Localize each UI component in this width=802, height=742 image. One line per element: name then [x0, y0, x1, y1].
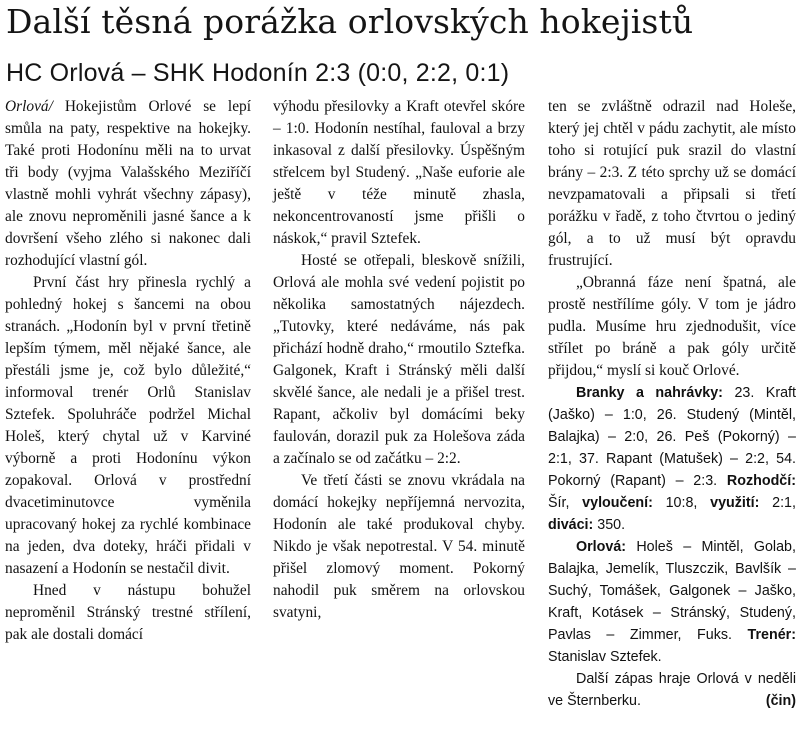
stats-label-referees: Rozhodčí: [726, 473, 796, 489]
column-1 [5, 96, 251, 646]
match-stats [548, 382, 796, 536]
paragraph: Hned v nástupu bohužel neproměnil Stránský trestné střílení, pak ale dostali domácí [5, 582, 251, 643]
lineup-coach: Stanislav Sztefek. [548, 649, 662, 665]
lineup-players: Holeš – Mintěl, Golab, Balajka, Jemelík, Tluszczik, Bavlšík – Suchý, Tomášek, Galgonek – Jaško, Kraft, Kotásek – Stránský, Studený, Pavlas – Zimmer, Fuks. [548, 539, 796, 643]
stats-label-exclusions: vyloučení: [582, 495, 653, 511]
paragraph-text: Hokejistům Orlové se lepí smůla na paty, respektive na hokejky. Také proti Hodonínu měli na to urvat tři body (vyjma Valašského Meziříčí vlastně mohli vyhrát všechny zápasy), ale znovu neproměnili jasné šance a k dovršení všeho zlého si nakonec dali rozhodující vlastní gól. [5, 98, 251, 269]
stats-goals: 23. Kraft (Jaško) – 1:0, 26. Studený (Mintěl, Balajka) – 2:0, 26. Peš (Pokorný) – 2:1, 37. Rapant (Matušek) – 2:2, 54. Pokorný (Rapant) – 2:3. [548, 385, 796, 489]
stats-powerplay: 2:1, [772, 495, 796, 511]
column-2 [273, 96, 525, 624]
paragraph [5, 96, 251, 272]
column-3 [548, 96, 796, 712]
dateline: Orlová/ [5, 98, 53, 115]
lineup-team-label: Orlová: [576, 539, 627, 555]
team-lineup [548, 536, 796, 668]
paragraph: Hosté se otřepali, bleskově snížili, Orlová ale mohla své vedení pojistit po několika samostatných nájezdech. „Tutovky, které nedáváme, nás pak přichází hodně draho,“ rmoutilo Sztefka. Galgonek, Kraft i Stránský měli další skvělé šance, ale nedali je a přišel trest. Rapant, ačkoliv byl domácími beky faulován, dorazil puk za Holešova záda a začínalo se od začátku – 2:2. [273, 252, 525, 467]
lineup-coach-label: Trenér: [747, 627, 796, 643]
paragraph: První část hry přinesla rychlý a pohledný hokej s šancemi na obou stranách. „Hodonín byl v první třetině lepším týmem, měl nějaké šance, ale přestáli jsme je, což bylo důležité,“ informoval trenér Orlů Stanislav Sztefek. Spoluhráče podržel Michal Holeš, který chytal už v Karviné výborně a proti Hodonínu výkon zopakoval. Orlová v prostřední dvacetiminutovce vyměnila upracovaný hokej za rychlé kombinace na jeden, dva doteky, hráči přidali v nasazení a Hodonín se nestačil divit. [5, 274, 251, 577]
paragraph: výhodu přesilovky a Kraft otevřel skóre – 1:0. Hodonín nestíhal, fauloval a brzy inkasoval z další přesilovky. Úspěšným střelcem byl Studený. „Naše euforie ale ještě v téže minutě zhasla, nekoncentrovaností jsme přišli o náskok,“ pravil Sztefek. [273, 98, 525, 247]
subheadline-score: HC Orlová – SHK Hodonín 2:3 (0:0, 2:2, 0:1) [6, 59, 510, 87]
stats-referees: Šír, [548, 495, 570, 511]
stats-label-attendance: diváci: [548, 517, 594, 533]
stats-attendance: 350. [597, 517, 626, 533]
next-match-text: Další zápas hraje Orlová v neděli ve Šternberku. [548, 671, 796, 709]
stats-exclusions: 10:8, [665, 495, 698, 511]
author-signature: (čin) [765, 693, 796, 709]
stats-label-powerplay: využití: [710, 495, 760, 511]
headline: Další těsná porážka orlovských hokejistů [6, 2, 694, 41]
stats-label-goals: Branky a nahrávky: [576, 385, 723, 401]
paragraph: „Obranná fáze není špatná, ale prostě nestřílíme góly. V tom je jádro pudla. Musíme hru zjednodušit, více střílet po bráně a pak góly určitě přijdou,“ myslí si kouč Orlové. [548, 274, 796, 379]
paragraph: Ve třetí části se znovu vkrádala na domácí hokejky nepříjemná nervozita, Hodonín ale také produkoval chyby. Nikdo je však nepotrestal. V 54. minutě přišel zlomový moment. Pokorný nahodil puk směrem na orlovskou svatyni, [273, 472, 525, 621]
next-match-note [548, 668, 796, 712]
paragraph: ten se zvláštně odrazil nad Holeše, který jej chtěl v pádu zachytit, ale místo toho si rotující puk srazil do vlastní brány – 2:3. Z této sprchy už se domácí nevzpamatovali a připsali si třetí porážku v řadě, z toho čtvrtou o jediný gól, a to už musí být opravdu frustrující. [548, 98, 796, 269]
